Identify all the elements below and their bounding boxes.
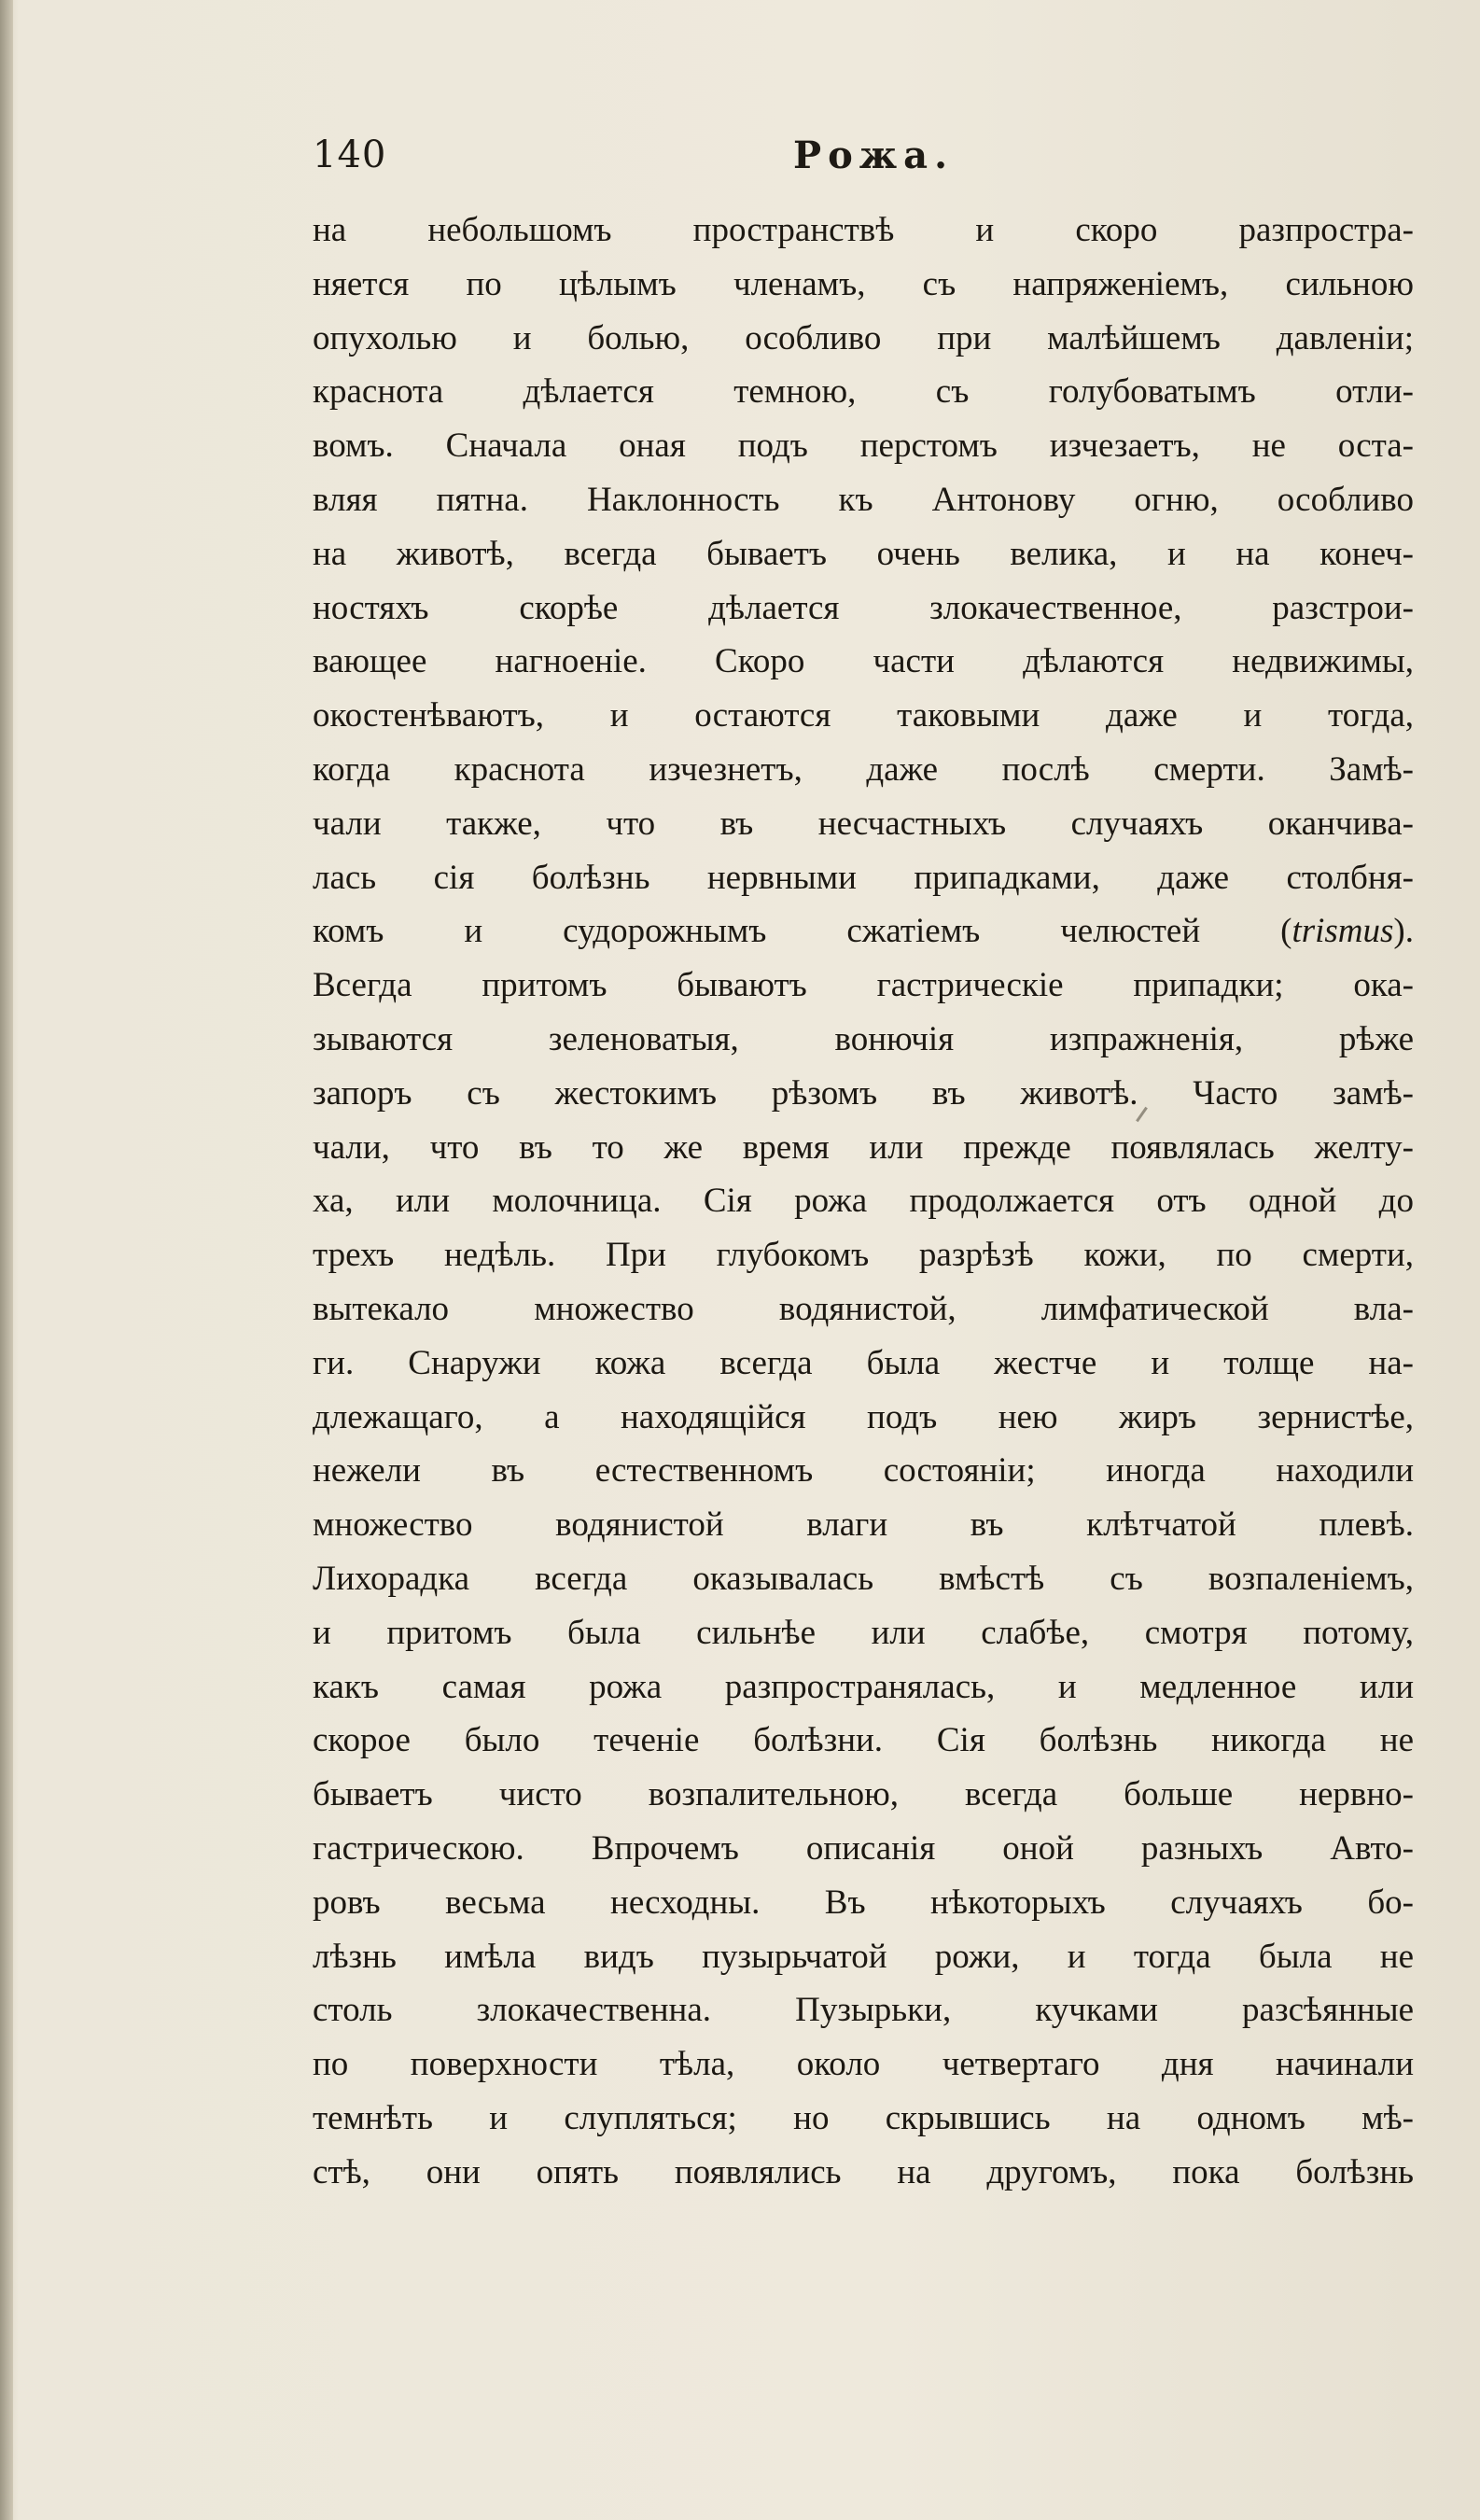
text-line: какъ самая рожа разпространялась, и медленное или <box>313 1667 1414 1706</box>
text-line: вытекало множество водянистой, лимфатической вла- <box>313 1289 1414 1328</box>
text-line: бываетъ чисто возпалительною, всегда больше нервно- <box>313 1775 1414 1814</box>
text-line: и притомъ была сильнѣе или слабѣе, смотря потому, <box>313 1613 1414 1652</box>
text-line: вающее нагноеніе. Скоро части дѣлаются недвижимы, <box>313 642 1414 681</box>
text-line: ха, или молочница. Сія рожа продолжается отъ одной до <box>313 1182 1414 1221</box>
latin-term: trismus <box>1292 912 1394 951</box>
text-line: скорое было теченіе болѣзни. Сія болѣзнь никогда не <box>313 1721 1414 1760</box>
body-text <box>313 203 1414 2199</box>
text-line: темнѣть и слупляться; но скрывшись на одномъ мѣ- <box>313 2098 1414 2137</box>
text-line: по поверхности тѣла, около четвертаго дня начинали <box>313 2045 1414 2084</box>
text-line: когда краснота изчезнетъ, даже послѣ смерти. Замѣ- <box>313 749 1414 789</box>
text-line: зываются зеленоватыя, вонючія изпражненія, рѣже <box>313 1019 1414 1058</box>
page-number: 140 <box>313 133 387 176</box>
text-line: длежащаго, а находящійся подъ нею жиръ зернистѣе, <box>313 1397 1414 1436</box>
text-line: на животѣ, всегда бываетъ очень велика, и на конеч- <box>313 534 1414 573</box>
text-line: чали, что въ то же время или прежде появлялась желту- <box>313 1127 1414 1167</box>
page-edge-shadow <box>0 0 13 2520</box>
text-line: ровъ весьма несходны. Въ нѣкоторыхъ случаяхъ бо- <box>313 1883 1414 1922</box>
running-title: Рожа. <box>793 133 954 177</box>
text-line: Всегда притомъ бываютъ гастрическіе припадки; ока- <box>313 966 1414 1005</box>
text-line: чали также, что въ несчастныхъ случаяхъ оканчива- <box>313 804 1414 843</box>
text-line: ги. Снаружи кожа всегда была жестче и толще на- <box>313 1343 1414 1382</box>
text-line: гастрическою. Впрочемъ описанія оной разныхъ Авто- <box>313 1828 1414 1868</box>
text-line: стѣ, они опять появлялись на другомъ, пока болѣзнь <box>313 2152 1414 2191</box>
text-line: Лихорадка всегда оказывалась вмѣстѣ съ возпаленіемъ, <box>313 1559 1414 1598</box>
text-line: комъ и судорожнымъ сжатіемъ челюстей (trismus). <box>313 912 1414 951</box>
text-line: лась сія болѣзнь нервными припадками, даже столбня- <box>313 858 1414 897</box>
text-line: вомъ. Сначала оная подъ перстомъ изчезаетъ, не оста- <box>313 427 1414 466</box>
text-line: лѣзнь имѣла видъ пузырьчатой рожи, и тогда была не <box>313 1937 1414 1976</box>
text-line: множество водянистой влаги въ клѣтчатой плевѣ. <box>313 1505 1414 1545</box>
text-line: краснота дѣлается темною, съ голубоватымъ отли- <box>313 372 1414 412</box>
text-line: ностяхъ скорѣе дѣлается злокачественное, разстрои- <box>313 588 1414 627</box>
text-line: столь злокачественна. Пузырьки, кучками разсѣянные <box>313 1991 1414 2030</box>
text-line: окостенѣваютъ, и остаются таковыми даже и тогда, <box>313 696 1414 735</box>
page-header <box>313 133 1414 189</box>
text-line: запоръ съ жестокимъ рѣзомъ въ животѣ. Часто замѣ- <box>313 1073 1414 1113</box>
text-line: нежели въ естественномъ состояніи; иногда находили <box>313 1451 1414 1491</box>
text-line: трехъ недѣль. При глубокомъ разрѣзѣ кожи, по смерти, <box>313 1236 1414 1275</box>
text-line: вляя пятна. Наклонность къ Антонову огню, особливо <box>313 480 1414 519</box>
text-line: няется по цѣлымъ членамъ, съ напряженіемъ, сильною <box>313 264 1414 303</box>
text-line: опухолью и болью, особливо при малѣйшемъ давленіи; <box>313 318 1414 357</box>
text-line: на небольшомъ пространствѣ и скоро разпростра- <box>313 211 1414 249</box>
